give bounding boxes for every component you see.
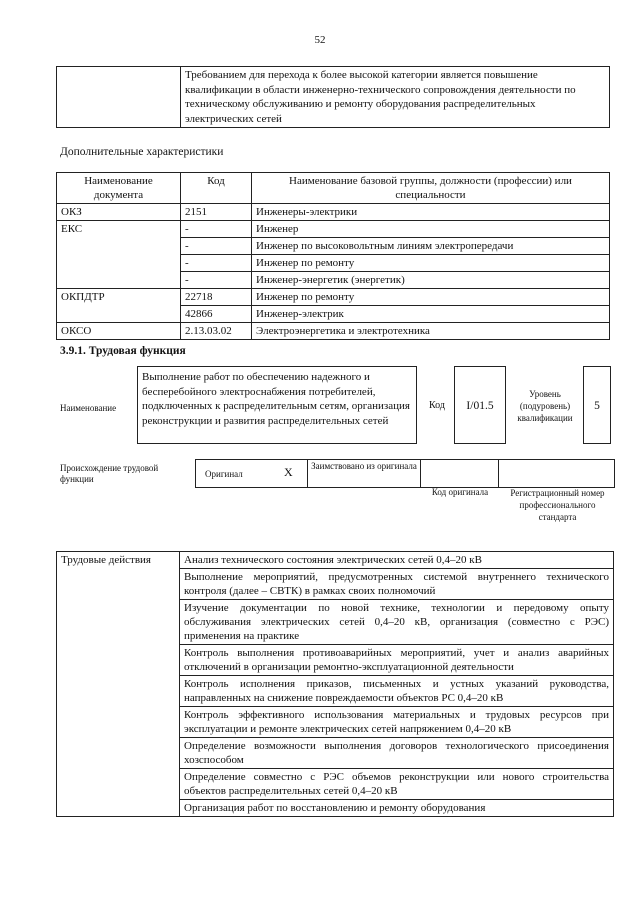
origin-label: Происхождение трудовой функции: [60, 463, 159, 484]
original-mark: X: [284, 465, 293, 479]
labor-action-item: Выполнение мероприятий, предусмотренных системой внутреннего технического контроля (далее – СВТК) в рамках своих полномочий: [180, 569, 614, 600]
table-row: [57, 552, 614, 569]
cell-doc: ОКСО: [57, 323, 181, 340]
origin-divider: [420, 459, 421, 488]
labor-action-item: Изучение документации по новой технике, технологии и передовому опыту обслуживания электрических сетей 0,4–20 кВ, организация (совместно с РЭС) применения на практике: [180, 600, 614, 645]
labor-action-item: Анализ технического состояния электрических сетей 0,4–20 кВ: [180, 552, 614, 569]
cell-name: Инженер: [252, 221, 610, 238]
header-doc: Наименование документа: [57, 173, 181, 204]
requirement-table: [56, 66, 610, 128]
labor-action-item: Контроль исполнения приказов, письменных и устных указаний руководства, направленных на снижение повреждаемости объектов РС 0,4–20 кВ: [180, 676, 614, 707]
cell-name: Инженер по ремонту: [252, 255, 610, 272]
header-code: Код: [181, 173, 252, 204]
requirement-text: Требованием для перехода к более высокой категории является повышение квалификации в области инженерно-технического сопровождения деятельности по техническому обслуживанию и ремонту оборудования распределительных электрических сетей: [181, 67, 610, 128]
cell-code: 22718: [181, 289, 252, 306]
function-code-value: I/01.5: [466, 400, 494, 412]
cell-code: -: [181, 221, 252, 238]
table-row: [57, 221, 610, 238]
table-header-row: [57, 173, 610, 204]
cell-doc: ОКЗ: [57, 204, 181, 221]
level-label: Уровень (подуровень) квалификации: [517, 389, 573, 423]
original-label: Оригинал: [205, 469, 243, 479]
code-label: Код: [429, 400, 445, 411]
cell-name: Инженеры-электрики: [252, 204, 610, 221]
origin-divider: [498, 459, 499, 488]
labor-action-item: Определение возможности выполнения договоров технологического присоединения хозспособом: [180, 738, 614, 769]
labor-actions-label: Трудовые действия: [57, 552, 180, 817]
empty-cell: [57, 67, 181, 128]
cell-doc: ЕКС: [57, 221, 181, 289]
function-name-box: Выполнение работ по обеспечению надежного и бесперебойного электроснабжения потребителей, подключенных к распределительным сетям, организация реконструкции и развития распределительных сетей: [137, 366, 417, 444]
name-label: Наименование: [60, 403, 117, 413]
cell-code: 42866: [181, 306, 252, 323]
labor-actions-table: [56, 551, 614, 817]
cell-name: Инженер по ремонту: [252, 289, 610, 306]
table-row: [57, 204, 610, 221]
header-name: Наименование базовой группы, должности (профессии) или специальности: [252, 173, 610, 204]
cell-name: Электроэнергетика и электротехника: [252, 323, 610, 340]
code-original-caption: Код оригинала: [431, 487, 489, 497]
cell-name: Инженер по высоковольтным линиям электропередачи: [252, 238, 610, 255]
page-number: 52: [314, 34, 326, 46]
table-row: [57, 323, 610, 340]
labor-action-item: Определение совместно с РЭС объемов реконструкции или нового строительства объектов распределительных сетей 0,4–20 кВ: [180, 769, 614, 800]
cell-name: Инженер-электрик: [252, 306, 610, 323]
reg-number-caption: Регистрационный номер профессионального стандарта: [510, 488, 605, 522]
cell-code: -: [181, 272, 252, 289]
borrowed-label: Заимствовано из оригинала: [311, 461, 417, 471]
cell-doc: ОКПДТР: [57, 289, 181, 323]
table-row: [57, 289, 610, 306]
level-box: [583, 366, 611, 444]
origin-divider: [307, 459, 308, 488]
cell-code: -: [181, 255, 252, 272]
function-code-box: [454, 366, 506, 444]
table-row: [57, 67, 610, 128]
cell-name: Инженер-энергетик (энергетик): [252, 272, 610, 289]
additional-title: Дополнительные характеристики: [60, 146, 224, 158]
labor-action-item: Контроль эффективного использования материальных и трудовых ресурсов при эксплуатации и ремонте электрических сетей напряжением 0,4–20 кВ: [180, 707, 614, 738]
labor-action-item: Контроль выполнения противоаварийных мероприятий, учет и анализ аварийных отключений в организации ремонтно-эксплуатационной деятельности: [180, 645, 614, 676]
labor-action-item: Организация работ по восстановлению и ремонту оборудования: [180, 800, 614, 817]
cell-code: -: [181, 238, 252, 255]
cell-code: 2151: [181, 204, 252, 221]
cell-code: 2.13.03.02: [181, 323, 252, 340]
section-title: 3.9.1. Трудовая функция: [60, 345, 186, 357]
level-value: 5: [594, 400, 600, 412]
characteristics-table: [56, 172, 610, 340]
